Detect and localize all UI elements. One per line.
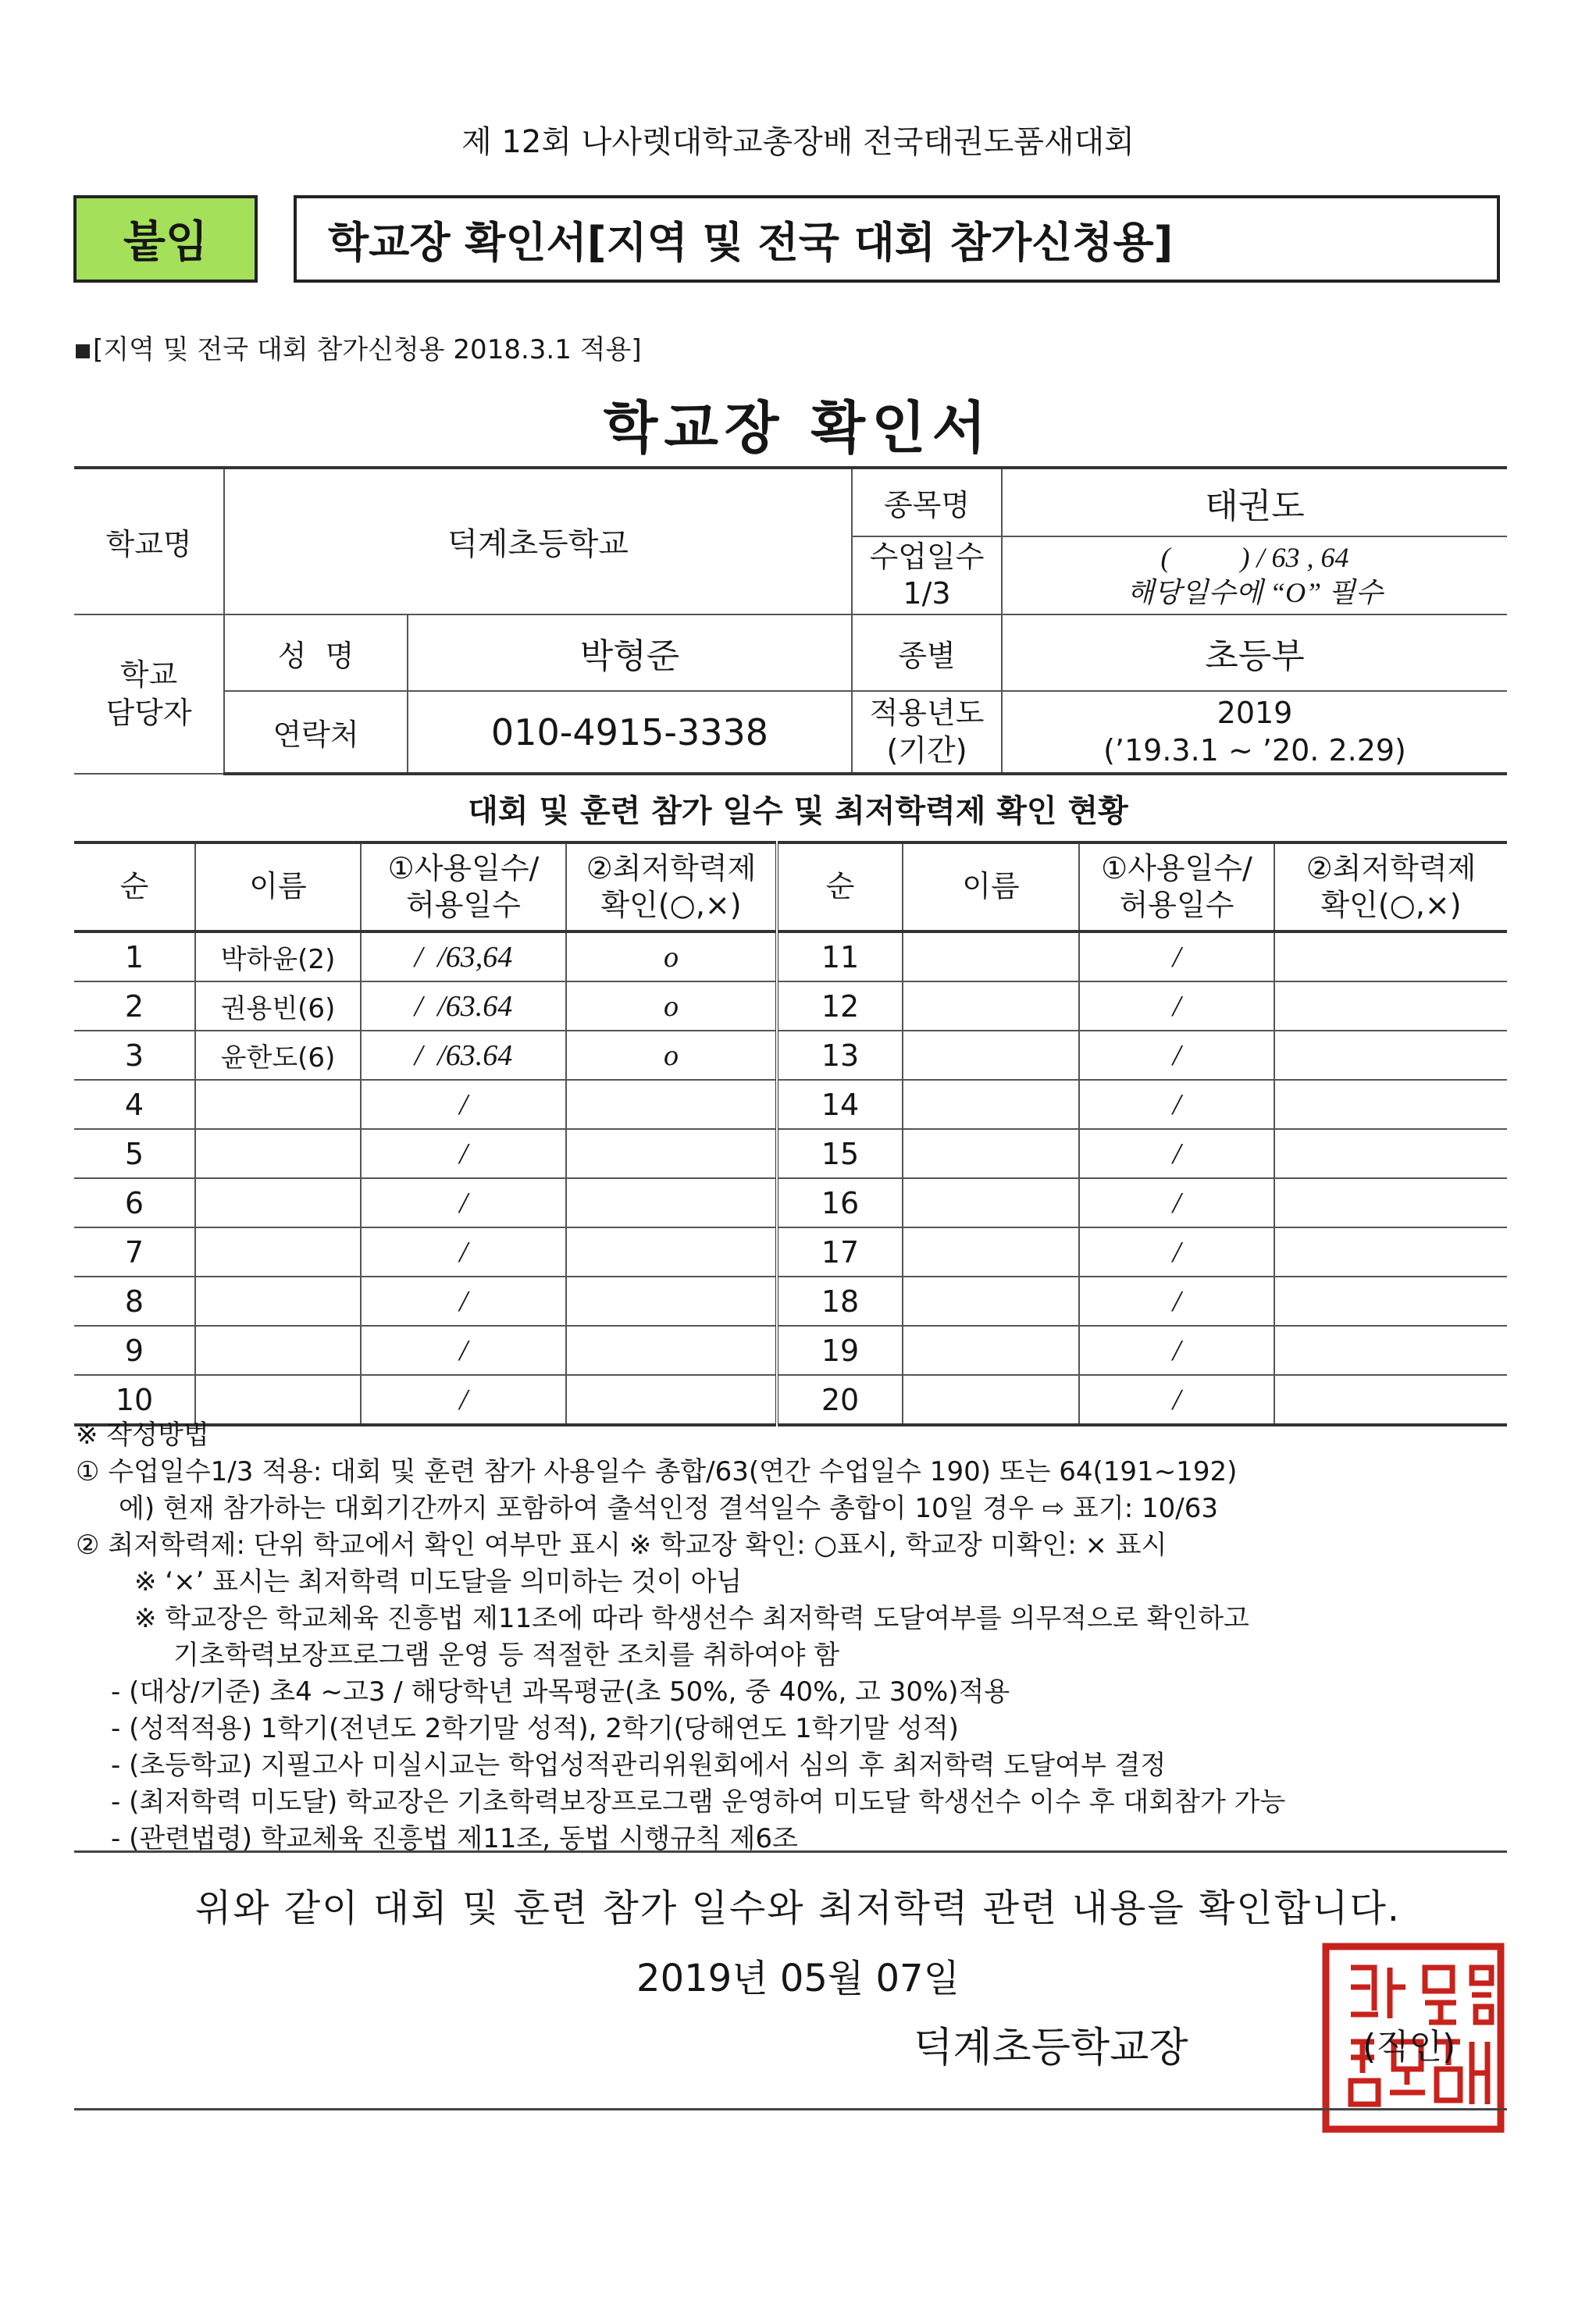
cell-right-check: [1274, 1129, 1507, 1178]
table-row: [74, 1178, 1507, 1227]
instruction-title: ※ 작성방법: [76, 1419, 209, 1451]
instruction-line: - (최저학력 미도달) 학교장은 기초학력보장프로그램 운영하여 미도달 학생선수 이수 후 대회참가 가능: [111, 1786, 1286, 1818]
cell-left-no: 5: [74, 1129, 195, 1178]
form-note-text: [지역 및 전국 대회 참가신청용 2018.3.1 적용]: [93, 334, 642, 365]
sport-value: 태권도: [1002, 468, 1507, 536]
cell-right-name: [903, 1031, 1079, 1080]
table-row: [74, 1129, 1507, 1178]
cell-left-name: 권용빈(6): [195, 981, 361, 1031]
table-row: [74, 1080, 1507, 1129]
cell-left-days: / /63.64: [361, 981, 566, 1031]
header-confirm-line2: 확인(○,×): [600, 888, 742, 922]
header-days-right-line1: ①사용일수/: [1101, 850, 1252, 885]
period-value: (’19.3.1 ~ ’20. 2.29): [1103, 732, 1406, 768]
cell-right-days: /: [1079, 1080, 1274, 1129]
cell-left-check: o: [566, 1031, 777, 1080]
division-label: 종별: [852, 614, 1002, 691]
cell-right-days: /: [1079, 1031, 1274, 1080]
cell-right-check: [1274, 1326, 1507, 1375]
header-days: [361, 842, 566, 931]
cell-right-days: /: [1079, 1227, 1274, 1277]
year-value: 2019: [1217, 696, 1293, 730]
cell-right-check: [1274, 1277, 1507, 1326]
square-bullet-icon: [76, 344, 90, 358]
cell-left-no: 10: [74, 1375, 195, 1425]
header-confirm-line1: ②최저학력제: [586, 850, 757, 885]
header-confirm-right-line1: ②최저학력제: [1306, 850, 1477, 885]
header-no-right: 순: [777, 842, 903, 931]
school-name-label: 학교명: [74, 468, 224, 614]
cell-left-no: 1: [74, 931, 195, 981]
cell-left-days: /: [361, 1277, 566, 1326]
class-days-label-line1: 수업일수: [869, 539, 985, 574]
cell-right-no: 15: [777, 1129, 903, 1178]
roster-heading: 대회 및 훈련 참가 일수 및 최저학력제 확인 현황: [468, 793, 1128, 829]
cell-left-check: [566, 1080, 777, 1129]
cell-right-name: [903, 1080, 1079, 1129]
header-days-right: [1079, 842, 1274, 931]
cell-right-check: [1274, 1227, 1507, 1277]
table-row: [74, 931, 1507, 981]
manager-label: [74, 614, 224, 774]
cell-right-days: /: [1079, 1129, 1274, 1178]
class-days-cell: [1002, 536, 1507, 614]
cell-left-days: /: [361, 1178, 566, 1227]
instructions: [76, 1417, 1528, 1857]
cell-right-name: [903, 1178, 1079, 1227]
cell-left-name: [195, 1129, 361, 1178]
cell-left-name: [195, 1277, 361, 1326]
info-table: [74, 466, 1507, 775]
cell-left-days: /: [361, 1227, 566, 1277]
cell-right-no: 18: [777, 1277, 903, 1326]
cell-right-no: 14: [777, 1080, 903, 1129]
roster-header-row: [74, 842, 1507, 931]
cell-right-no: 20: [777, 1375, 903, 1425]
instruction-line: - (초등학교) 지필고사 미실시교는 학업성적관리위원회에서 심의 후 최저학력 도달여부 결정: [111, 1750, 1167, 1781]
year-label-line2: (기간): [886, 732, 967, 768]
table-row: [74, 1277, 1507, 1326]
cell-left-check: o: [566, 981, 777, 1031]
instruction-line: - (대상/기준) 초4 ~고3 / 해당학년 과목평균(초 50%, 중 40%, 고 30%)적용: [111, 1676, 1010, 1708]
cell-left-name: 윤한도(6): [195, 1031, 361, 1080]
roster-body: [74, 931, 1507, 1425]
manager-label-line2: 담당자: [105, 696, 192, 730]
cell-right-check: [1274, 1178, 1507, 1227]
class-days-label: [852, 536, 1002, 614]
name-label: 성 명: [224, 614, 408, 691]
instruction-line: ※ 학교장은 학교체육 진흥법 제11조에 따라 학생선수 최저학력 도달여부를 의무적으로 확인하고: [134, 1603, 1249, 1634]
cell-right-name: [903, 1326, 1079, 1375]
cell-right-name: [903, 1277, 1079, 1326]
event-title: 제 12회 나사렛대학교총장배 전국태권도품새대회: [461, 124, 1135, 160]
cell-right-days: /: [1079, 1277, 1274, 1326]
cell-right-days: /: [1079, 981, 1274, 1031]
form-note: [76, 328, 642, 366]
cell-left-name: [195, 1178, 361, 1227]
document-title: 학교장 확인서: [603, 395, 993, 461]
division-value: 초등부: [1002, 614, 1507, 691]
class-days-value: ( ) / 63 , 64: [1160, 542, 1349, 573]
header-confirm: [566, 842, 777, 931]
cell-left-no: 2: [74, 981, 195, 1031]
seal-label: (직인): [1363, 2027, 1456, 2067]
cell-left-days: /: [361, 1375, 566, 1425]
confirmation-text: 위와 같이 대회 및 훈련 참가 일수와 최저학력 관련 내용을 확인합니다.: [194, 1886, 1402, 1930]
year-label-line1: 적용년도: [869, 696, 985, 730]
cell-left-no: 6: [74, 1178, 195, 1227]
cell-left-name: [195, 1227, 361, 1277]
class-days-note: 해당일수에 “O” 필수: [1127, 577, 1383, 608]
cell-left-check: o: [566, 931, 777, 981]
manager-name: 박형준: [408, 614, 852, 691]
table-row: [74, 1227, 1507, 1277]
divider: [74, 1850, 1507, 1853]
cell-right-days: /: [1079, 931, 1274, 981]
cell-left-name: [195, 1326, 361, 1375]
cell-left-days: / /63.64: [361, 1031, 566, 1080]
cell-left-no: 7: [74, 1227, 195, 1277]
cell-right-name: [903, 1227, 1079, 1277]
cell-left-days: /: [361, 1080, 566, 1129]
table-row: [74, 1326, 1507, 1375]
sport-label: 종목명: [852, 468, 1002, 536]
cell-right-name: [903, 1129, 1079, 1178]
cell-right-days: /: [1079, 1178, 1274, 1227]
cell-left-no: 8: [74, 1277, 195, 1326]
header-days-right-line2: 허용일수: [1119, 888, 1234, 922]
cell-left-no: 3: [74, 1031, 195, 1080]
cell-left-name: 박하윤(2): [195, 931, 361, 981]
instruction-line: 기초학력보장프로그램 운영 등 적절한 조치를 취하여야 함: [173, 1640, 840, 1671]
school-name: 덕계초등학교: [224, 468, 852, 614]
year-label: [852, 691, 1002, 774]
manager-label-line1: 학교: [119, 657, 178, 692]
cell-right-no: 13: [777, 1031, 903, 1080]
cell-left-days: / /63,64: [361, 931, 566, 981]
cell-right-name: [903, 931, 1079, 981]
roster-table: [74, 841, 1507, 1426]
instruction-line: ① 수업일수1/3 적용: 대회 및 훈련 참가 사용일수 총합/63(연간 수업일수 190) 또는 64(191~192): [76, 1456, 1238, 1487]
cell-left-check: [566, 1227, 777, 1277]
contact-value: 010-4915-3338: [408, 691, 852, 774]
cell-right-check: [1274, 981, 1507, 1031]
cell-left-days: /: [361, 1326, 566, 1375]
cell-left-no: 9: [74, 1326, 195, 1375]
table-row: [74, 981, 1507, 1031]
cell-right-no: 16: [777, 1178, 903, 1227]
instruction-line: - (관련법령) 학교체육 진흥법 제11조, 동법 시행규칙 제6조: [111, 1823, 798, 1854]
cell-left-check: [566, 1178, 777, 1227]
cell-right-check: [1274, 1031, 1507, 1080]
table-row: [74, 1031, 1507, 1080]
header-name-right: 이름: [903, 842, 1079, 931]
class-days-label-line2: 1/3: [903, 576, 951, 611]
cell-right-days: /: [1079, 1326, 1274, 1375]
cell-right-no: 12: [777, 981, 903, 1031]
cell-left-check: [566, 1129, 777, 1178]
header-days-line2: 허용일수: [406, 888, 521, 922]
bottom-divider: [74, 2108, 1507, 2110]
cell-right-check: [1274, 931, 1507, 981]
instruction-line: 에) 현재 참가하는 대회기간까지 포함하여 출석인정 결석일수 총합이 10일 경우 ⇨ 표기: 10/63: [119, 1493, 1218, 1524]
year-cell: [1002, 691, 1507, 774]
cell-right-no: 17: [777, 1227, 903, 1277]
header-confirm-right: [1274, 842, 1507, 931]
cell-left-days: /: [361, 1129, 566, 1178]
contact-label: 연락처: [224, 691, 408, 774]
header-name: 이름: [195, 842, 361, 931]
cell-right-no: 19: [777, 1326, 903, 1375]
instruction-line: ※ ‘×’ 표시는 최저학력 미도달을 의미하는 것이 아님: [134, 1566, 743, 1597]
cell-left-check: [566, 1277, 777, 1326]
header-no: 순: [74, 842, 195, 931]
cell-right-check: [1274, 1080, 1507, 1129]
cell-left-no: 4: [74, 1080, 195, 1129]
attachment-badge: 붙임: [73, 195, 258, 283]
header-title: 학교장 확인서[지역 및 전국 대회 참가신청용]: [294, 195, 1500, 283]
cell-right-no: 11: [777, 931, 903, 981]
cell-right-days: /: [1079, 1375, 1274, 1425]
header-confirm-right-line2: 확인(○,×): [1320, 888, 1462, 922]
date-text: 2019년 05월 07일: [636, 1957, 960, 2000]
instruction-line: - (성적적용) 1학기(전년도 2학기말 성적), 2학기(당해연도 1학기말 성적): [111, 1713, 959, 1744]
principal-name: 덕계초등학교장: [914, 2025, 1188, 2071]
cell-right-name: [903, 981, 1079, 1031]
header-days-line1: ①사용일수/: [387, 850, 540, 885]
instruction-line: ② 최저학력제: 단위 학교에서 확인 여부만 표시 ※ 학교장 확인: ○표시, 학교장 미확인: × 표시: [76, 1530, 1167, 1561]
cell-left-check: [566, 1326, 777, 1375]
cell-left-name: [195, 1080, 361, 1129]
